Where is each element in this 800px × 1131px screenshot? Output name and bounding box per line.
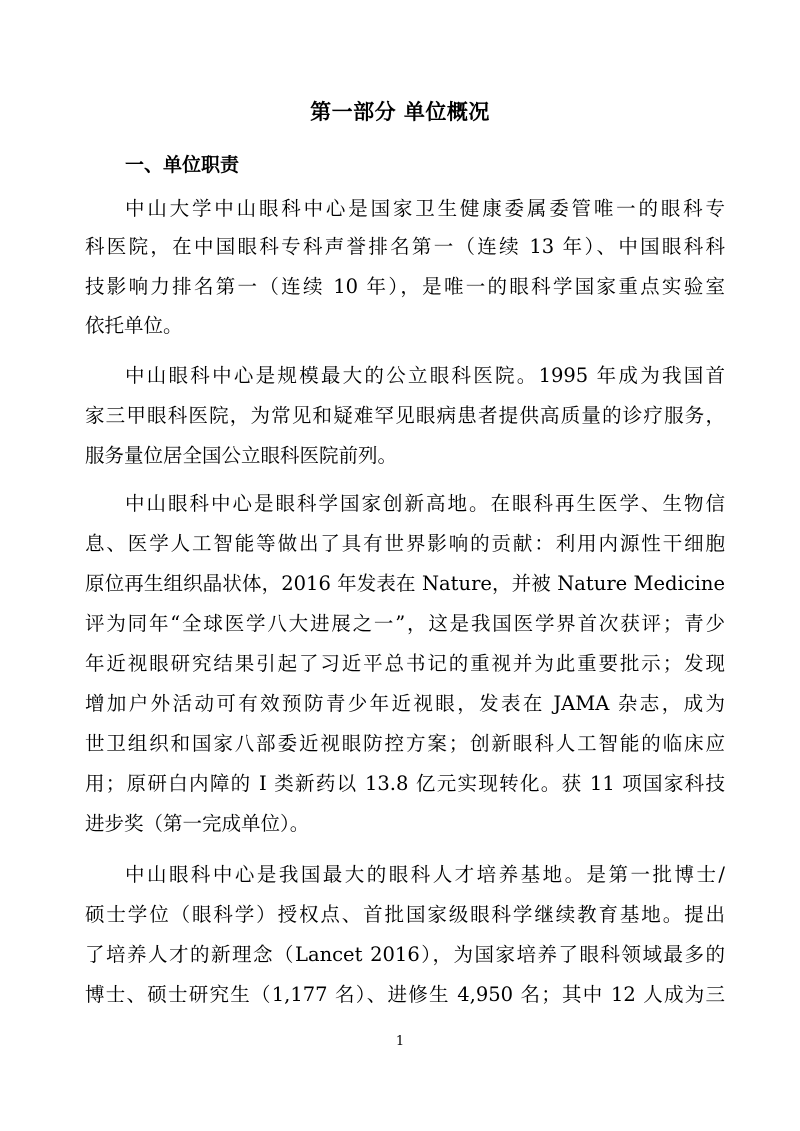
paragraph-line: 年近视眼研究结果引起了习近平总书记的重视并为此重要批示；发现	[85, 652, 725, 675]
paragraph-line: 科医院，在中国眼科专科声誉排名第一（连续 13 年）、中国眼科科	[85, 235, 725, 258]
paragraph-line: 用；原研白内障的 I 类新药以 13.8 亿元实现转化。获 11 项国家科技	[85, 772, 725, 795]
section-heading: 一、单位职责	[125, 154, 240, 176]
paragraph-line: 服务量位居全国公立眼科医院前列。	[85, 444, 398, 467]
paragraph-line: 息、医学人工智能等做出了具有世界影响的贡献：利用内源性干细胞	[85, 532, 725, 555]
paragraph-line: 中山眼科中心是规模最大的公立眼科医院。1995 年成为我国首	[125, 364, 725, 387]
paragraph-line: 中山大学中山眼科中心是国家卫生健康委属委管唯一的眼科专	[125, 197, 725, 220]
paragraph-line: 硕士学位（眼科学）授权点、首批国家级眼科学继续教育基地。提出	[85, 903, 725, 926]
paragraph-line: 原位再生组织晶状体，2016 年发表在 Nature，并被 Nature Medicine	[85, 572, 725, 595]
page-title: 第一部分 单位概况	[310, 100, 490, 124]
paragraph-line: 增加户外活动可有效预防青少年近视眼，发表在 JAMA 杂志，成为	[85, 692, 725, 715]
paragraph-line: 博士、硕士研究生（1,177 名）、进修生 4,950 名；其中 12 人成为三	[85, 983, 725, 1006]
page-number: 1	[395, 1034, 405, 1049]
paragraph-line: 进步奖（第一完成单位）。	[85, 812, 310, 835]
paragraph-line: 家三甲眼科医院，为常见和疑难罕见眼病患者提供高质量的诊疗服务，	[85, 404, 725, 427]
paragraph-line: 依托单位。	[85, 314, 183, 337]
paragraph-line: 技影响力排名第一（连续 10 年），是唯一的眼科学国家重点实验室	[85, 275, 725, 298]
paragraph-line: 世卫组织和国家八部委近视眼防控方案；创新眼科人工智能的临床应	[85, 732, 725, 755]
paragraph-line: 评为同年“全球医学八大进展之一”，这是我国医学界首次获评；青少	[85, 612, 725, 635]
paragraph-line: 中山眼科中心是眼科学国家创新高地。在眼科再生医学、生物信	[125, 492, 725, 515]
paragraph-line: 中山眼科中心是我国最大的眼科人才培养基地。是第一批博士/	[125, 863, 725, 886]
paragraph-line: 了培养人才的新理念（Lancet 2016），为国家培养了眼科领域最多的	[85, 943, 725, 966]
